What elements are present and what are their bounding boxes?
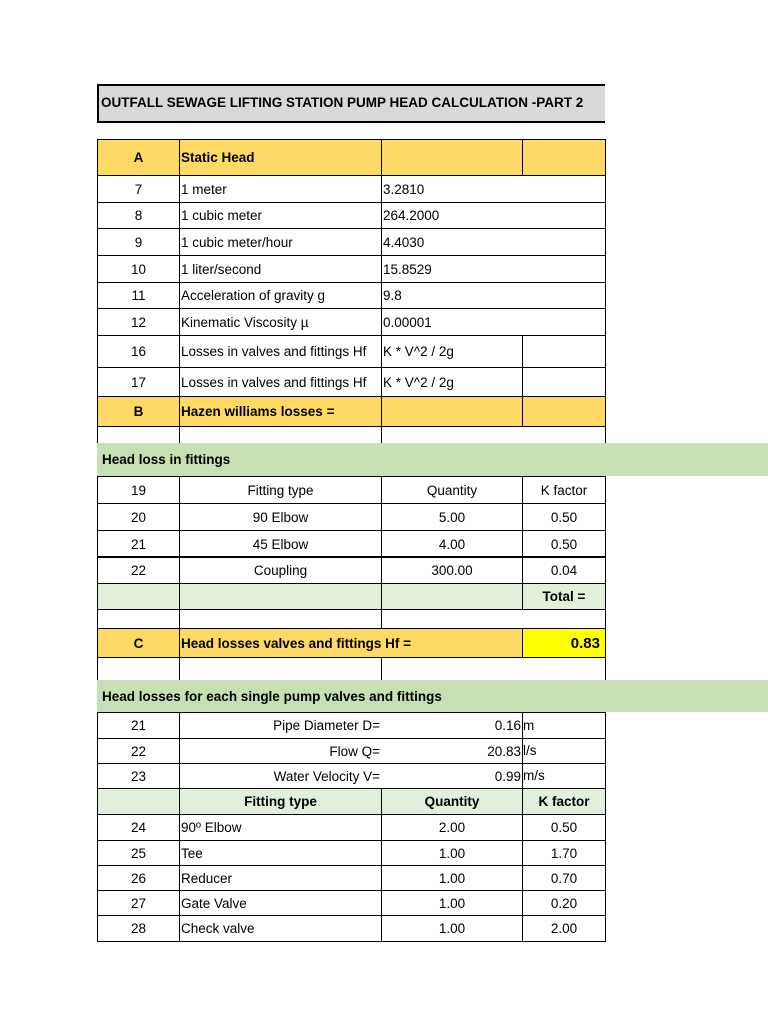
hazen-label: Hazen williams losses = <box>179 396 382 427</box>
empty-cell <box>522 335 606 368</box>
section-letter: B <box>97 396 180 427</box>
empty-cell <box>381 583 523 610</box>
row-number: 22 <box>97 738 180 764</box>
conversion-value: 3.2810 <box>381 175 606 203</box>
fitting-type: 45 Elbow <box>179 530 382 558</box>
row-number: 8 <box>97 202 180 229</box>
empty-cell <box>97 657 180 681</box>
row-number: 19 <box>97 476 180 504</box>
unit-label: l/s <box>523 743 537 758</box>
column-header: Quantity <box>381 788 523 815</box>
parameter-value: 20.83 <box>381 738 523 764</box>
conversion-value: K * V^2 / 2g <box>381 367 523 397</box>
row-number: 28 <box>97 915 180 942</box>
empty-cell <box>179 426 382 444</box>
conversion-value: K * V^2 / 2g <box>381 335 523 368</box>
parameter-label: Water Velocity V= <box>179 763 382 789</box>
empty-cell <box>97 426 180 444</box>
fitting-type: Tee <box>179 840 382 866</box>
fitting-type: Gate Valve <box>179 890 382 916</box>
fitting-quantity: 300.00 <box>381 556 523 584</box>
fitting-k-factor: 0.04 <box>522 556 606 584</box>
fitting-quantity: 5.00 <box>381 503 523 531</box>
head-losses-label: Head losses valves and fittings Hf = <box>179 628 523 658</box>
section-heading: Head losses for each single pump valves and fittings <box>97 680 768 712</box>
parameter-label: Flow Q= <box>179 738 382 764</box>
empty-cell <box>522 139 606 176</box>
section-letter: C <box>97 628 180 658</box>
row-number: 10 <box>97 255 180 283</box>
fitting-quantity: 1.00 <box>381 840 523 866</box>
column-header: Fitting type <box>179 788 382 815</box>
row-number: 16 <box>97 335 180 368</box>
unit-label: m/s <box>523 768 545 783</box>
row-number: 21 <box>97 712 180 739</box>
section-heading: Head loss in fittings <box>97 443 768 476</box>
row-number: 7 <box>97 175 180 203</box>
row-number: 17 <box>97 367 180 397</box>
conversion-description: Losses in valves and fittings Hf <box>179 367 382 397</box>
conversion-value: 15.8529 <box>381 255 606 283</box>
fitting-k-factor: 0.50 <box>522 814 606 841</box>
row-number: 12 <box>97 308 180 336</box>
conversion-value: 4.4030 <box>381 228 606 256</box>
parameter-label: Pipe Diameter D= <box>179 712 382 739</box>
section-letter: A <box>97 139 180 176</box>
empty-cell <box>522 396 606 427</box>
parameter-value: 0.99 <box>381 763 523 789</box>
conversion-description: 1 cubic meter <box>179 202 382 229</box>
fitting-type: Check valve <box>179 915 382 942</box>
conversion-description: 1 meter <box>179 175 382 203</box>
empty-cell <box>381 139 523 176</box>
conversion-description: 1 cubic meter/hour <box>179 228 382 256</box>
empty-cell <box>179 657 382 681</box>
fitting-k-factor: 2.00 <box>522 915 606 942</box>
empty-cell <box>97 788 180 815</box>
sheet-title: OUTFALL SEWAGE LIFTING STATION PUMP HEAD CALCULATION -PART 2 <box>97 84 605 123</box>
row-number: 20 <box>97 503 180 531</box>
fitting-k-factor: 1.70 <box>522 840 606 866</box>
row-number: 25 <box>97 840 180 866</box>
row-number: 22 <box>97 556 180 584</box>
fitting-quantity: 1.00 <box>381 890 523 916</box>
fitting-k-factor: 0.20 <box>522 890 606 916</box>
fitting-type: 90 Elbow <box>179 503 382 531</box>
fitting-quantity: 2.00 <box>381 814 523 841</box>
column-header: K factor <box>522 476 606 504</box>
empty-cell <box>381 657 606 681</box>
fitting-k-factor: 0.70 <box>522 865 606 891</box>
parameter-value: 0.16 <box>381 712 523 739</box>
fitting-type: Coupling <box>179 556 382 584</box>
row-number: 24 <box>97 814 180 841</box>
column-header: K factor <box>522 788 606 815</box>
fitting-type: 90º Elbow <box>179 814 382 841</box>
row-number: 23 <box>97 763 180 789</box>
total-label: Total = <box>522 583 606 610</box>
column-header: Fitting type <box>179 476 382 504</box>
static-head-label: Static Head <box>179 139 382 176</box>
empty-cell <box>97 609 180 629</box>
fitting-quantity: 4.00 <box>381 530 523 558</box>
row-number: 26 <box>97 865 180 891</box>
conversion-value: 264.2000 <box>381 202 606 229</box>
fitting-type: Reducer <box>179 865 382 891</box>
head-losses-value: 0.83 <box>522 628 606 658</box>
fitting-k-factor: 0.50 <box>522 503 606 531</box>
empty-cell <box>179 609 382 629</box>
empty-cell <box>522 367 606 397</box>
empty-cell <box>97 583 180 610</box>
conversion-description: 1 liter/second <box>179 255 382 283</box>
empty-cell <box>381 426 606 444</box>
column-header: Quantity <box>381 476 523 504</box>
empty-cell <box>381 609 606 629</box>
row-number: 11 <box>97 282 180 309</box>
row-number: 21 <box>97 530 180 558</box>
conversion-description: Kinematic Viscosity µ <box>179 308 382 336</box>
row-number: 27 <box>97 890 180 916</box>
empty-cell <box>522 712 606 739</box>
conversion-value: 9.8 <box>381 282 606 309</box>
conversion-description: Losses in valves and fittings Hf <box>179 335 382 368</box>
empty-cell <box>381 396 523 427</box>
row-number: 9 <box>97 228 180 256</box>
conversion-description: Acceleration of gravity g <box>179 282 382 309</box>
unit-label: m <box>523 717 535 733</box>
fitting-quantity: 1.00 <box>381 865 523 891</box>
fitting-quantity: 1.00 <box>381 915 523 942</box>
fitting-k-factor: 0.50 <box>522 530 606 558</box>
conversion-value: 0.00001 <box>381 308 606 336</box>
empty-cell <box>179 583 382 610</box>
